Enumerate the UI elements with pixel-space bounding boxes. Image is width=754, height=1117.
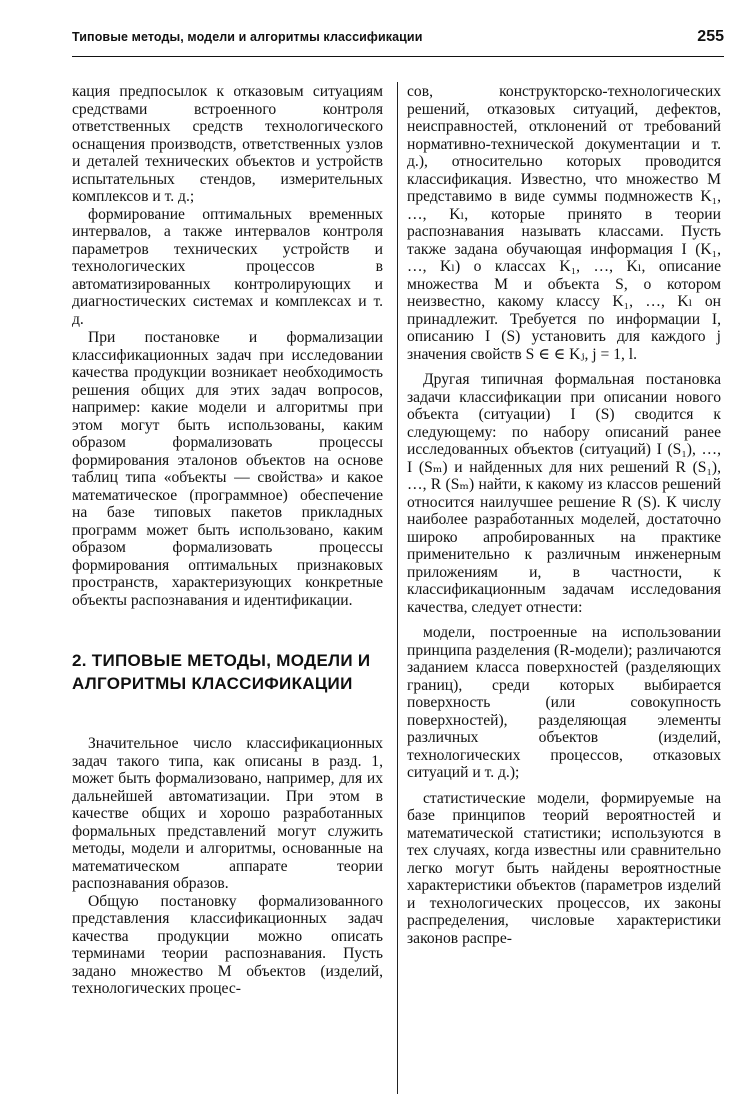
paragraph: Значительное число классификационных задач такого типа, как описаны в разд. 1, может быть формализовано, например, для их дальнейшей автоматизации. При этом в качестве общих и хорошо разработанных формальных представлений могут служить методы, модели и алгоритмы, основанные на математическом аппарате теории распознавания образов. — [72, 735, 383, 892]
section-heading: 2. ТИПОВЫЕ МЕТОДЫ, МОДЕЛИ И АЛГОРИТМЫ КЛАССИФИКАЦИИ — [72, 651, 371, 693]
paragraph: Другая типичная формальная постановка задачи классификации при описании нового объекта (ситуации) I (S) сводится к следующему: по набору описаний ранее исследованных объектов (ситуаций) I (S₁), …, I (Sₘ) и найденных для них решений R (S₁), …, R (Sₘ) найти, к какому из классов решений относится наилучшее решение R (S). К числу наиболее разработанных моделей, достаточно широко апробированных на практике применительно к различным инженерным приложениям и, в частности, к классификационным задачам исследования качества, следует отнести: — [407, 371, 721, 616]
list-item: статистические модели, формируемые на базе принципов теорий вероятностей и математической статистики; используются в тех случаях, когда известны или сравнительно легко могут быть найдены вероятностные характеристики объектов (параметров изделий и технологических процессов, их законы распределения, числовые характеристики законов распре- — [407, 789, 721, 947]
page-number: 255 — [697, 28, 724, 45]
paragraph: Общую постановку формализованного представления классификационных задач качества продукции можно описать терминами теории распознавания. Пусть задано множество M объектов (изделий, технологических процес- — [72, 892, 383, 997]
right-column — [407, 83, 721, 947]
column-divider — [397, 82, 398, 1094]
running-head-title: Типовые методы, модели и алгоритмы классификации — [72, 30, 423, 44]
paragraph: формирование оптимальных временных интервалов, а также интервалов контроля параметров технических устройств и технологических процессов в автоматизированных контролирующих и диагностических системах и комплексах и т. д. — [72, 205, 383, 328]
running-header — [72, 28, 724, 57]
left-column — [72, 83, 383, 998]
paragraph: При постановке и формализации классификационных задач при исследовании качества продукции возникает необходимость решения общих для этих задач вопросов, например: какие модели и алгоритмы при этом могут быть использованы, каким образом формализовать процессы формирования эталонов объектов на основе таблиц типа «объекты — свойства» и какое математическое (программное) обеспечение на базе типовых пакетов прикладных программ может быть использовано, каким образом формализовать процессы формирования оптимальных признаковых пространств, характеризующих конкретные объекты распознавания и идентификации. — [72, 329, 383, 609]
paragraph: кация предпосылок к отказовым ситуациям средствами встроенного контроля ответственных средств технологического оснащения производств, ответственных узлов и деталей технических объектов и устройств испытательных стендов, измерительных комплексов и т. д.; — [72, 83, 383, 205]
list-item: модели, построенные на использовании принципа разделения (R-модели); различаются заданием класса поверхностей (разделяющих границ), среди которых выбирается поверхность (или совокупность поверхностей), разделяющая элементы различных объектов (изделий, технологических процессов, отказовых ситуаций и т. д.); — [407, 624, 721, 781]
paragraph: сов, конструкторско-технологических решений, отказовых ситуаций, дефектов, неисправностей, отклонений от требований нормативно-технической документации и т. д.), относительно которых проводится классификация. Известно, что множество M представимо в виде суммы подмножеств K₁, …, Kₗ, которые принято в теории распознавания называть классами. Пусть также задана обучающая информация I (K₁, …, Kₗ) о классах K₁, …, Kₗ, описание множества M и объекта S, о котором неизвестно, какому классу K₁, …, Kₗ он принадлежит. Требуется по информации I, описанию I (S) установить для каждого j значения свойств S ∈ ∈ Kⱼ, j = 1, l. — [407, 83, 721, 363]
